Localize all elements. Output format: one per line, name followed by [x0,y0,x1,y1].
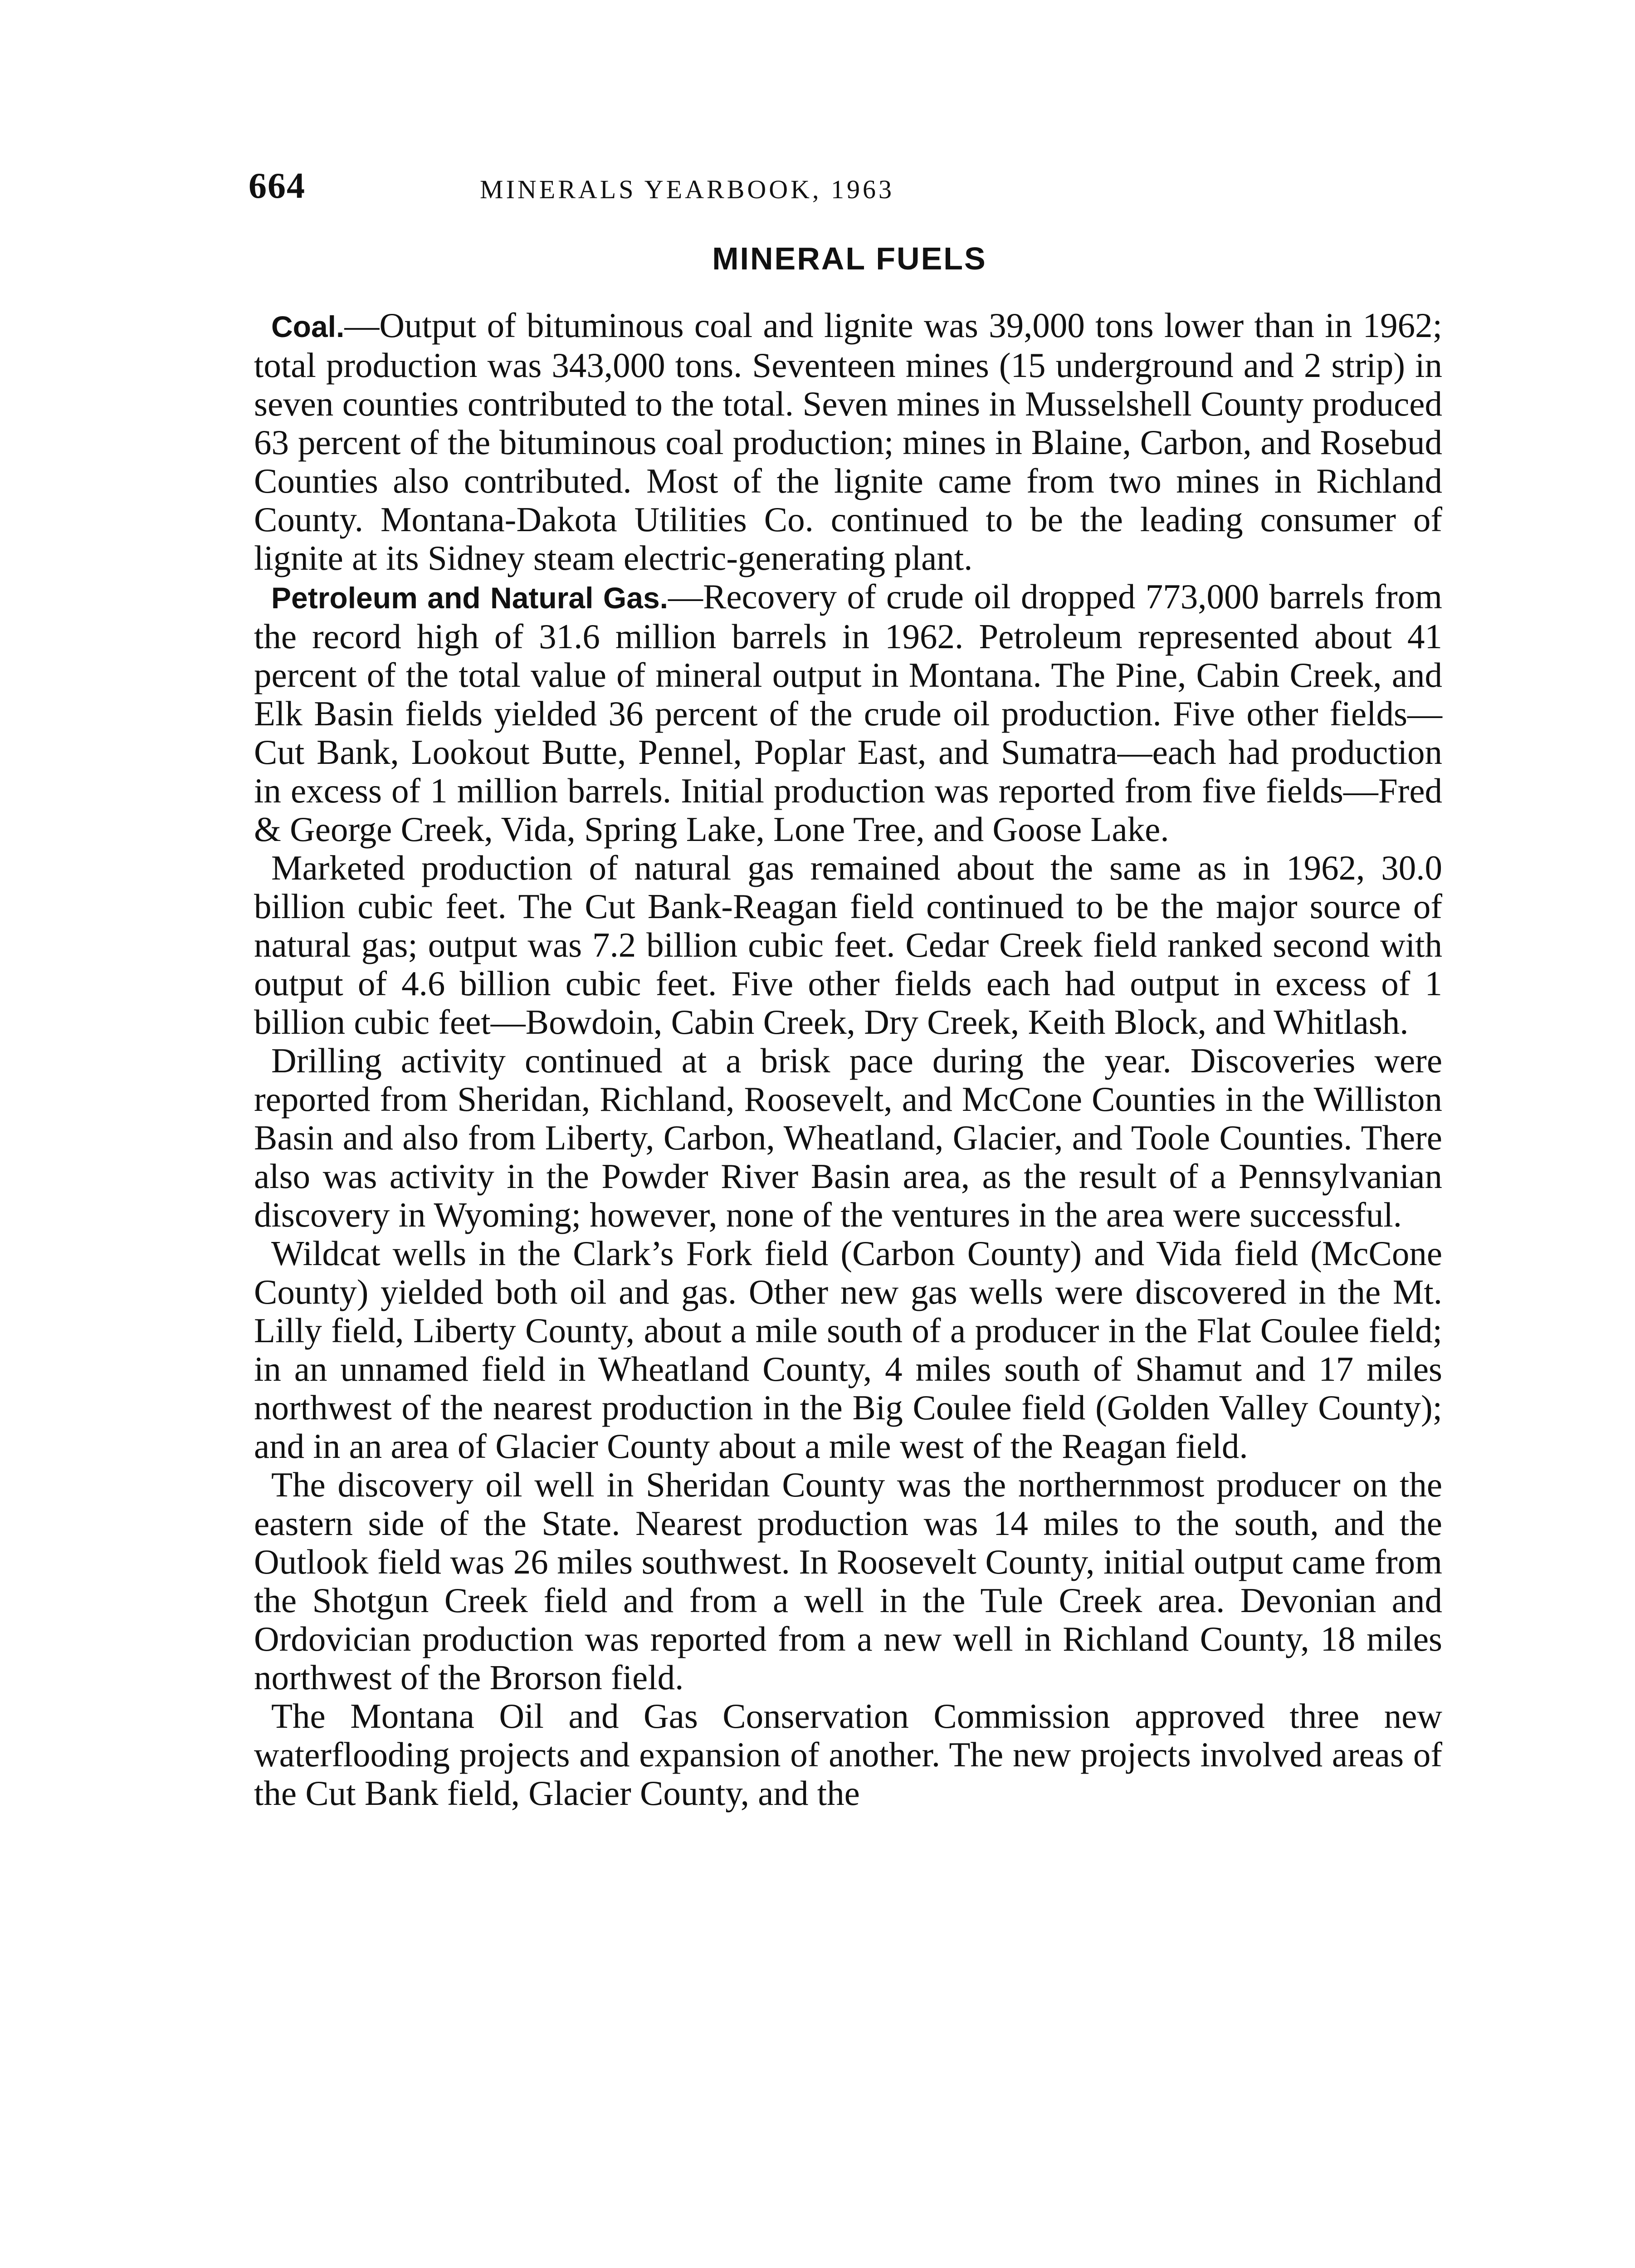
paragraph-coal [254,306,1442,577]
paragraph-lead-coal: Coal. [271,310,345,343]
paragraph-text: —Output of bituminous coal and lignite was 39,000 tons lower than in 1962; total production was 343,000 tons. Seventeen mines (15 underground and 2 strip) in seven counties contributed to the total. Seven mines in Musselshell County produced 63 percent of the bituminous coal production; mines in Blaine, Carbon, and Rosebud Counties also contributed. Most of the lignite came from two mines in Richland County. Montana-Dakota Utilities Co. continued to be the leading consumer of lignite at its Sidney steam electric-generating plant. [254,306,1442,577]
paragraph-natural-gas: Marketed production of natural gas remained about the same as in 1962, 30.0 billion cubic feet. The Cut Bank-Reagan field continued to be the major source of natural gas; output was 7.2 billion cubic feet. Cedar Creek field ranked second with output of 4.6 billion cubic feet. Five other fields each had output in excess of 1 billion cubic feet—Bowdoin, Cabin Creek, Dry Creek, Keith Block, and Whitlash. [254,848,1442,1041]
body-text [254,306,1442,1813]
paragraph-drilling: Drilling activity continued at a brisk pace during the year. Discoveries were reported from Sheridan, Richland, Roosevelt, and McCone Counties in the Williston Basin and also from Liberty, Carbon, Wheatland, Glacier, and Toole Counties. There also was activity in the Powder River Basin area, as the result of a Pennsylvanian discovery in Wyoming; however, none of the ventures in the area were successful. [254,1041,1442,1234]
paragraph-waterflooding: The Montana Oil and Gas Conservation Commission approved three new waterflooding projects and expansion of another. The new projects involved areas of the Cut Bank field, Glacier County, and the [254,1696,1442,1813]
running-title: MINERALS YEARBOOK, 1963 [480,175,895,204]
section-heading: MINERAL FUELS [712,241,987,276]
paragraph-petroleum [254,577,1442,849]
paragraph-wildcat-wells: Wildcat wells in the Clark’s Fork field (Carbon County) and Vida field (McCone County) yielded both oil and gas. Other new gas wells were discovered in the Mt. Lilly field, Liberty County, about a mile south of a producer in the Flat Coulee field; in an unnamed field in Wheatland County, 4 miles south of Shamut and 17 miles northwest of the nearest production in the Big Coulee field (Golden Valley County); and in an area of Glacier County about a mile west of the Reagan field. [254,1234,1442,1466]
paragraph-discovery-well: The discovery oil well in Sheridan County was the northernmost producer on the eastern side of the State. Nearest production was 14 miles to the south, and the Outlook field was 26 miles southwest. In Roosevelt County, initial output came from the Shotgun Creek field and from a well in the Tule Creek area. Devonian and Ordovician production was reported from a new well in Richland County, 18 miles northwest of the Brorson field. [254,1465,1442,1697]
running-head [249,161,1450,211]
paragraph-text: —Recovery of crude oil dropped 773,000 barrels from the record high of 31.6 million barrels in 1962. Petroleum represented about 41 percent of the total value of mineral output in Montana. The Pine, Cabin Creek, and Elk Basin fields yielded 36 percent of the crude oil production. Five other fields—Cut Bank, Lookout Butte, Pennel, Poplar East, and Sumatra—each had production in excess of 1 million barrels. Initial production was reported from five fields—Fred & George Creek, Vida, Spring Lake, Lone Tree, and Goose Lake. [254,577,1442,849]
paragraph-lead-petroleum: Petroleum and Natural Gas. [271,581,669,615]
page-number: 664 [249,166,306,206]
